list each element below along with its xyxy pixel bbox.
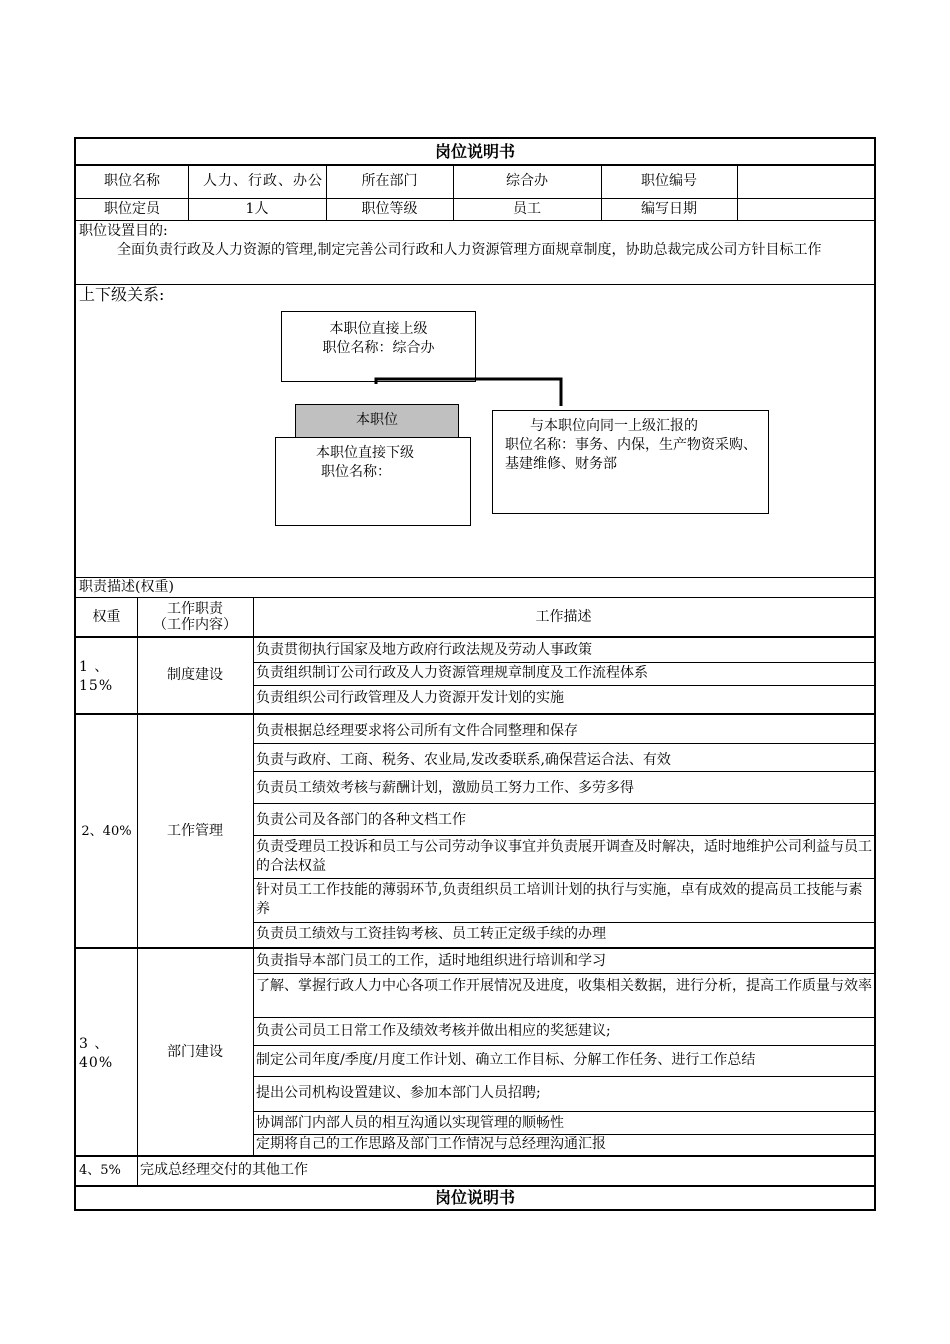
relations-label: 上下级关系: bbox=[79, 285, 165, 304]
duty-item: 负责根据总经理要求将公司所有文件合同整理和保存 bbox=[256, 723, 578, 739]
superior-box bbox=[281, 311, 476, 382]
col-duty: 工作职责 （工作内容） bbox=[153, 601, 237, 633]
duty-item: 负责指导本部门员工的工作，适时地组织进行培训和学习 bbox=[256, 953, 606, 969]
group-2-name: 工作管理 bbox=[167, 822, 223, 839]
group-3-name: 部门建设 bbox=[167, 1043, 223, 1060]
group-1-name: 制度建设 bbox=[167, 666, 223, 683]
label-position-code: 职位编号 bbox=[641, 173, 697, 189]
duty-item: 负责贯彻执行国家及地方政府行政法规及劳动人事政策 bbox=[256, 642, 592, 658]
duty-item: 负责员工绩效考核与薪酬计划，激励员工努力工作、多劳多得 bbox=[256, 780, 634, 796]
footer-title: 岗位说明书 bbox=[434, 1188, 515, 1207]
value-position-level: 员工 bbox=[513, 200, 541, 217]
group-2-weight: 2、40% bbox=[81, 823, 132, 839]
peer-name: 职位名称：事务、内保，生产物资采购、基建维修、财务部 bbox=[505, 437, 757, 472]
group-4-weight: 4、5% bbox=[79, 1163, 121, 1178]
duty-item: 制定公司年度/季度/月度工作计划、确立工作目标、分解工作任务、进行工作总结 bbox=[256, 1052, 756, 1068]
value-write-date bbox=[737, 199, 874, 219]
col-description: 工作描述 bbox=[535, 608, 592, 625]
value-position-name: 人力、行政、办公 bbox=[203, 173, 323, 189]
duties-label: 职责描述(权重) bbox=[79, 579, 174, 595]
group-4-name: 完成总经理交付的其他工作 bbox=[140, 1162, 308, 1178]
label-department: 所在部门 bbox=[361, 173, 418, 189]
peer-title: 与本职位向同一上级汇报的 bbox=[530, 418, 698, 434]
duty-item: 负责受理员工投诉和员工与公司劳动争议事宜并负责展开调查及时解决，适时地维护公司利益与员工的合法权益 bbox=[256, 839, 872, 874]
duty-item: 针对员工工作技能的薄弱环节,负责组织员工培训计划的执行与实施，卓有成效的提高员工技能与素养 bbox=[256, 882, 863, 917]
purpose-text: 全面负责行政及人力资源的管理,制定完善公司行政和人力资源管理方面规章制度，协助总裁完成公司方针目标工作 bbox=[117, 242, 822, 258]
label-position-level: 职位等级 bbox=[361, 200, 418, 217]
duty-item: 负责公司员工日常工作及绩效考核并做出相应的奖惩建议; bbox=[256, 1023, 611, 1039]
duty-item: 负责与政府、工商、税务、农业局,发改委联系,确保营运合法、有效 bbox=[256, 752, 671, 768]
subordinate-title: 本职位直接下级 bbox=[316, 445, 414, 461]
duty-item: 负责组织公司行政管理及人力资源开发计划的实施 bbox=[256, 690, 564, 706]
group-3-weight: 3 、 40% bbox=[79, 1036, 114, 1071]
col-weight: 权重 bbox=[92, 608, 121, 625]
duty-item: 提出公司机构设置建议、参加本部门人员招聘; bbox=[256, 1085, 541, 1101]
label-write-date: 编写日期 bbox=[641, 200, 697, 217]
duty-item: 定期将自己的工作思路及部门工作情况与总经理沟通汇报 bbox=[256, 1136, 606, 1152]
duty-item: 负责员工绩效与工资挂钩考核、员工转正定级手续的办理 bbox=[256, 926, 606, 942]
duty-item: 协调部门内部人员的相互沟通以实现管理的顺畅性 bbox=[256, 1115, 564, 1131]
duty-item: 了解、掌握行政人力中心各项工作开展情况及进度，收集相关数据，进行分析，提高工作质量与效率 bbox=[256, 978, 872, 994]
label-position-name: 职位名称 bbox=[104, 173, 160, 189]
duty-item: 负责公司及各部门的各种文档工作 bbox=[256, 812, 466, 828]
subordinate-box bbox=[275, 437, 471, 526]
purpose-label: 职位设置目的: bbox=[79, 223, 168, 239]
label-headcount: 职位定员 bbox=[104, 200, 160, 217]
group-1-weight: 1 、 15% bbox=[79, 659, 114, 694]
duty-item: 负责组织制订公司行政及人力资源管理规章制度及工作流程体系 bbox=[256, 665, 648, 681]
subordinate-name: 职位名称： bbox=[321, 464, 391, 480]
superior-title: 本职位直接上级 bbox=[329, 321, 428, 337]
superior-name: 职位名称：综合办 bbox=[322, 340, 435, 356]
job-description-form bbox=[74, 137, 876, 1211]
value-position-code bbox=[737, 165, 874, 198]
peer-box bbox=[492, 410, 769, 514]
page-title: 岗位说明书 bbox=[434, 142, 515, 161]
self-position-box: 本职位 bbox=[295, 404, 459, 438]
value-headcount: 1人 bbox=[245, 200, 269, 217]
value-department: 综合办 bbox=[506, 173, 548, 189]
